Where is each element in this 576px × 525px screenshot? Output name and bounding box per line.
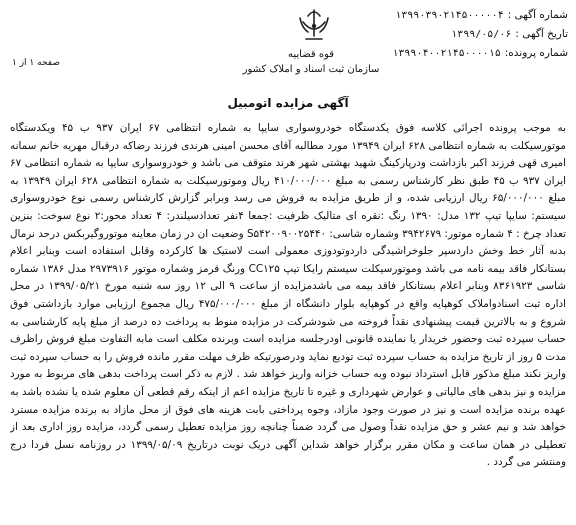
- case-number-row: [392, 44, 568, 63]
- notice-number-row: [392, 6, 568, 25]
- case-number-label: شماره پرونده:: [504, 47, 568, 59]
- notice-meta: [392, 6, 568, 63]
- case-number-value: ۱۳۹۹۰۴۰۰۲۱۴۵۰۰۰۰۱۵: [392, 48, 501, 59]
- notice-number-value: ۱۳۹۹۰۳۹۰۲۱۴۵۰۰۰۰۰۴: [395, 10, 504, 21]
- document-header: [0, 0, 576, 96]
- document-title: آگهی مزایده اتومبیل: [227, 96, 349, 110]
- notice-date-value: ۱۳۹۹/۰۵/۰۶: [451, 29, 512, 40]
- organization-line-2: سازمان ثبت اسناد و املاک کشور: [242, 64, 380, 75]
- page-number: صفحه ۱ از ۱: [12, 58, 60, 68]
- auction-notice-body: به موجب پرونده اجرائی کلاسه فوق یکدستگاه خودروسواری سایپا به شماره انتظامی ۶۷ ایران ۹۳۷ ب ۴۵ ویکدستگاه موتورسیکلت به شماره انتظامی ۶۲۸ ایران ۱۳۹۴۹ مورد مطالبه آقای محسن امینی هرندی فرزند رضاکه درقبال مهریه خانم سمانه امیری قهی فرزند اکبر بازداشت ودرپارکینگ شهید بهشتی شهر هرند متوقف می باشد و خودروسواری سایپا به شماره انتظامی ۶۷ ایران ۹۳۷ ب ۴۵ طبق نظر کارشناس رسمی به مبلغ ۴۱۰/۰۰۰/۰۰۰ ریال وموتورسیکلت به شماره انتظامی ۶۲۸ ایران ۱۳۹۴۹ به مبلغ ۶۵/۰۰۰/۰۰۰ ریال ارزیابی شده، و از طریق مزایده به فروش می رسد وبرابر گزارش کارشناس رسمی نوع خودروسواری سیستم: سایپا تیپ ۱۳۲ مدل: ۱۳۹۰ رنگ :نقره ای متالیک ظرفیت :جمعا ۴نفر تعدادسیلندر: ۴ تعداد محور:۲ نوع سوخت: بنزین تعداد چرخ : ۴ شماره موتور: ۳۹۴۲۶۷۹ وشماره شاسی: S۵۴۲۰۰۹۰۰۲۵۴۴۰ وضعیت ان در زمان معاینه موتوروگیربکس درحد نرمال بدنه آثار خط وخش داردسپر جلوخراشیدگی داردوتودوزی معمولی است لاستیک ها کارکرده وقابل استفاده است وبنابر اعلام بستانکار فاقد بیمه نامه می باشد وموتورسیکلت سیستم رایکا تیپ CC۱۲۵ ورنگ قرمز وشماره موتور ۲۹۷۳۹۱۶ مدل ۱۳۸۶ شماره شاسی ۸۳۶۱۹۲۳ وبنابر اعلام بستانکار فاقد بیمه می باشدمزایده از ساعت ۹ الی ۱۲ روز سه شنبه مورخ ۱۳۹۹/۰۵/۲۱ در محل اداره ثبت اسنادواملاک کوهپایه واقع در کوهپایه بلوار دانشگاه از مبلغ ۴۷۵/۰۰۰/۰۰۰ ریال مجموع ارزیابی موارد بازداشتی فوق شروع و به بالاترین قیمت پیشنهادی نقداً فروخته می شودشرکت در مزایده منوط به پرداخت ده درصد از مبلغ پایه کارشناسی به حساب سپرده ثبت وحضور خریدار یا نماینده قانونی اودرجلسه مزایده است وبرنده مکلف است مابه التفاوت مبلغ فروش راظرف مدت ۵ روز از تاریخ مزایده به حساب سپرده ثبت توديع نماید ودرصورتیکه ظرف مهلت مقرر مانده فروش را به حساب سپرده ثبت واریز نکند مبلغ مذکور قابل استرداد نبوده وبه حساب خزانه واریز خواهد شد . لازم به ذکر است پرداخت بدهی های مربوط به مورد مزایده و نیز بدهی های مالیاتی و عوارض شهرداری و غیره تا تاریخ مزایده اعم از اینکه رقم قطعی آن معلوم شده یا نشده باشد به عهده برنده مزایده است و نیز در صورت وجود مازاد، وجوه پرداختی بابت هزینه های فوق از محل مازاد به برنده مزایده مسترد خواهد شد و نیم عشر و حق مزایده نقداً وصول می گردد ضمناً چنانچه روز مزایده تعطیل رسمی گردد، مزایده روز اداری بعد از تعطیلی در همان ساعت و مکان مقرر برگزار خواهد شداین آگهی دریک نوبت درتاریخ ۱۳۹۹/۰۵/۰۹ در روزنامه نسل فردا درج ومنتشر می گردد .: [10, 122, 566, 469]
- organization-name: [236, 47, 386, 77]
- organization-line-1: قوه قضاییه: [287, 49, 335, 60]
- notice-date-label: تاریخ آگهی :: [515, 28, 568, 40]
- notice-date-row: [392, 25, 568, 44]
- notice-number-label: شماره آگهی :: [507, 9, 568, 21]
- judiciary-emblem-icon: [294, 6, 334, 46]
